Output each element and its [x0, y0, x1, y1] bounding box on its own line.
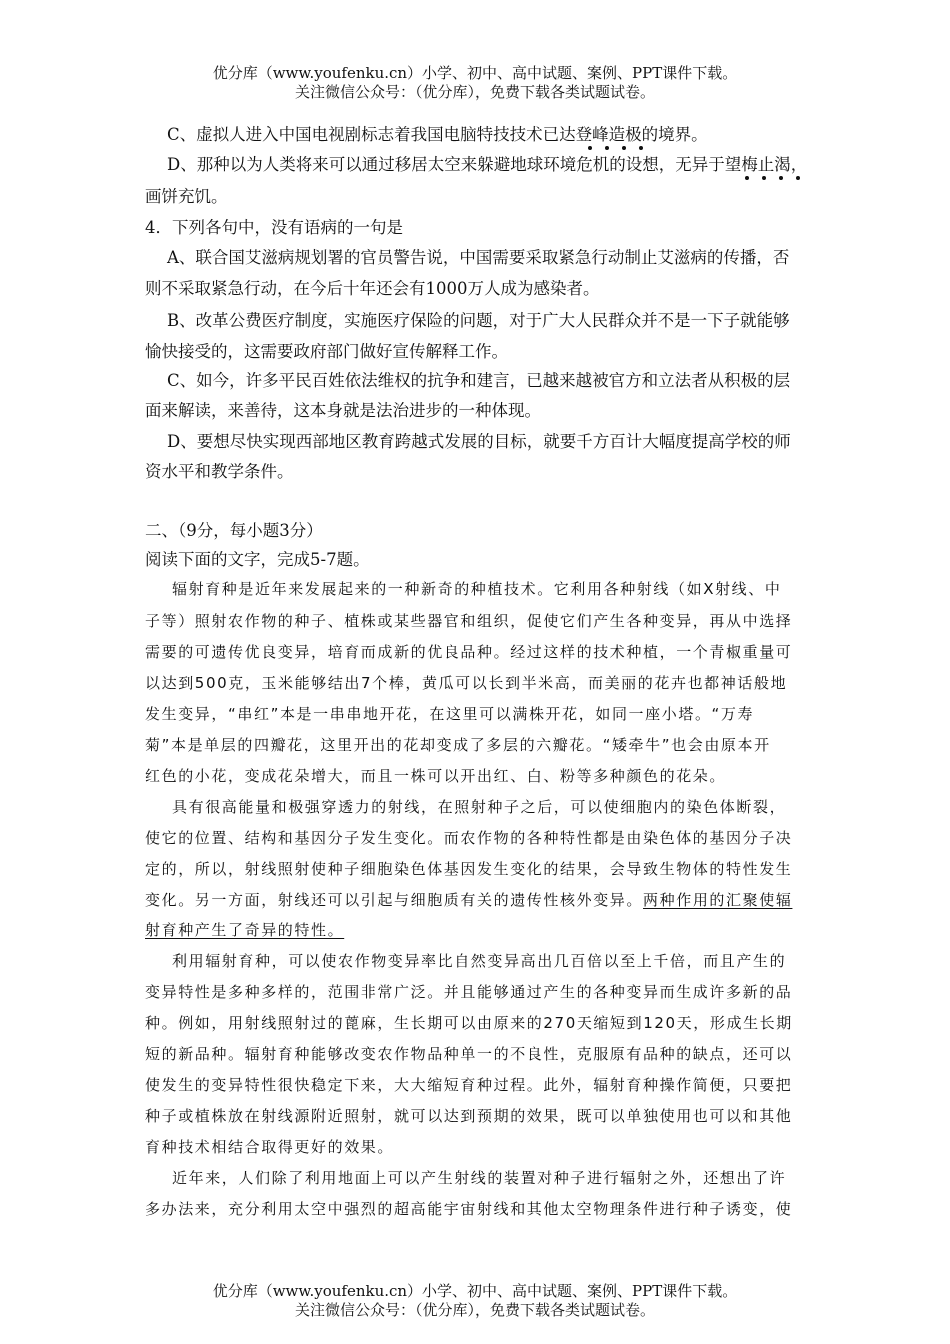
- passage-line: 多办法来，充分利用太空中强烈的超高能宇宙射线和其他太空物理条件进行种子诱变，使: [145, 1200, 793, 1218]
- passage-line: 种子或植株放在射线源附近照射，就可以达到预期的效果，既可以单独使用也可以和其他: [145, 1107, 793, 1125]
- underlined-sentence: 射育种产生了奇异的特性。: [145, 921, 345, 939]
- q3-option-c: C、虚拟人进入中国电视剧标志着我国电脑特技技术已达登峰造极的境界。: [167, 125, 708, 144]
- passage-line: 使发生的变异特性很快稳定下来，大大缩短育种过程。此外，辐射育种操作简便，只要把: [145, 1076, 793, 1094]
- emphasis-dot: [762, 176, 766, 180]
- passage-line: 红色的小花，变成花朵增大，而且一株可以开出红、白、粉等多种颜色的花朵。: [145, 767, 727, 785]
- q4-option-c-line-1: C、如今，许多平民百姓依法维权的抗争和建言，已越来越被官方和立法者从积极的层: [167, 371, 791, 390]
- section-2-heading: 二、（9分，每小题3分）: [145, 521, 323, 540]
- passage-line: 需要的可遗传优良变异，培育而成新的优良品种。经过这样的技术种植，一个青椒重量可: [145, 643, 793, 661]
- header-line-1: 优分库（www.youfenku.cn）小学、初中、高中试题、案例、PPT课件下载。: [212, 64, 738, 82]
- passage-line: 定的，所以，射线照射使种子细胞染色体基因发生变化的结果，会导致生物体的特性发生: [145, 860, 793, 878]
- q4-option-d-line-2: 资水平和教学条件。: [145, 462, 294, 481]
- q4-option-c-line-2: 面来解读，来善待，这本身就是法治进步的一种体现。: [145, 401, 541, 420]
- q4-option-b-line-1: B、改革公费医疗制度，实施医疗保险的问题，对于广大人民群众并不是一下子就能够: [167, 311, 790, 330]
- passage-line: 使它的位置、结构和基因分子发生变化。而农作物的各种特性都是由染色体的基因分子决: [145, 829, 793, 847]
- q3-option-d-line-1: D、那种以为人类将来可以通过移居太空来躲避地球环境危机的设想，无异于望梅止渴，: [167, 155, 808, 174]
- emphasis-dot: [622, 146, 626, 150]
- passage-line: 种。例如，用射线照射过的蓖麻，生长期可以由原来的270天缩短到120天，形成生长期: [145, 1014, 793, 1032]
- page-header: [0, 64, 950, 102]
- q4-option-d-line-1: D、要想尽快实现西部地区教育跨越式发展的目标，就要千方百计大幅度提高学校的师: [167, 432, 791, 451]
- passage-line: [145, 889, 792, 911]
- passage-line: 菊”本是单层的四瓣花，这里开出的花却变成了多层的六瓣花。“矮牵牛”也会由原本开: [145, 736, 771, 754]
- passage-line: 辐射育种是近年来发展起来的一种新奇的种植技术。它利用各种射线（如X射线、中: [172, 580, 782, 598]
- emphasis-dot: [639, 146, 643, 150]
- passage-line: 具有很高能量和极强穿透力的射线，在照射种子之后，可以使细胞内的染色体断裂，: [172, 798, 787, 816]
- emphasis-dot: [605, 146, 609, 150]
- passage-line: 育种技术相结合取得更好的效果。: [145, 1138, 395, 1156]
- section-2-instruction: 阅读下面的文字，完成5-7题。: [145, 550, 370, 569]
- emphasis-dot: [796, 176, 800, 180]
- q4-option-a-line-2: 则不采取紧急行动，在今后十年还会有1000万人成为感染者。: [145, 279, 600, 298]
- header-line-2: 关注微信公众号：（优分库），免费下载各类试题试卷。: [294, 83, 655, 101]
- passage-line: 变异特性是多种多样的，范围非常广泛。并且能够通过产生的各种变异而生成许多新的品: [145, 983, 793, 1001]
- passage-line: 近年来，人们除了利用地面上可以产生射线的装置对种子进行辐射之外，还想出了许: [172, 1169, 787, 1187]
- emphasis-dot: [779, 176, 783, 180]
- passage-line: 利用辐射育种，可以使农作物变异率比自然变异高出几百倍以至上千倍，而且产生的: [172, 952, 787, 970]
- passage-text: 变化。另一方面，射线还可以引起与细胞质有关的遗传性核外变异。: [145, 891, 644, 909]
- passage-line: 发生变异，“串红”本是一串串地开花，在这里可以满株开花，如同一座小塔。“万寿: [145, 705, 755, 723]
- underlined-sentence: 两种作用的汇聚使辐: [643, 891, 793, 909]
- footer-line-1: 优分库（www.youfenku.cn）小学、初中、高中试题、案例、PPT课件下载。: [212, 1282, 738, 1300]
- passage-line: 短的新品种。辐射育种能够改变农作物品种单一的不良性，克服原有品种的缺点，还可以: [145, 1045, 793, 1063]
- q4-option-b-line-2: 愉快接受的，这需要政府部门做好宣传解释工作。: [145, 342, 508, 361]
- q4-option-a-line-1: A、联合国艾滋病规划署的官员警告说，中国需要采取紧急行动制止艾滋病的传播，否: [167, 248, 790, 267]
- footer-line-2: 关注微信公众号：（优分库），免费下载各类试题试卷。: [294, 1301, 655, 1319]
- passage-line: 以达到500克，玉米能够结出7个棒，黄瓜可以长到半米高，而美丽的花卉也都神话般地: [145, 674, 788, 692]
- q3-option-d-line-2: 画饼充饥。: [145, 187, 228, 206]
- emphasis-dot: [588, 146, 592, 150]
- q4-stem: 4．下列各句中，没有语病的一句是: [145, 218, 403, 237]
- passage-line: 子等）照射农作物的种子、植株或某些器官和组织，促使它们产生各种变异，再从中选择: [145, 612, 793, 630]
- page-footer: [0, 1282, 950, 1320]
- emphasis-dot: [745, 176, 749, 180]
